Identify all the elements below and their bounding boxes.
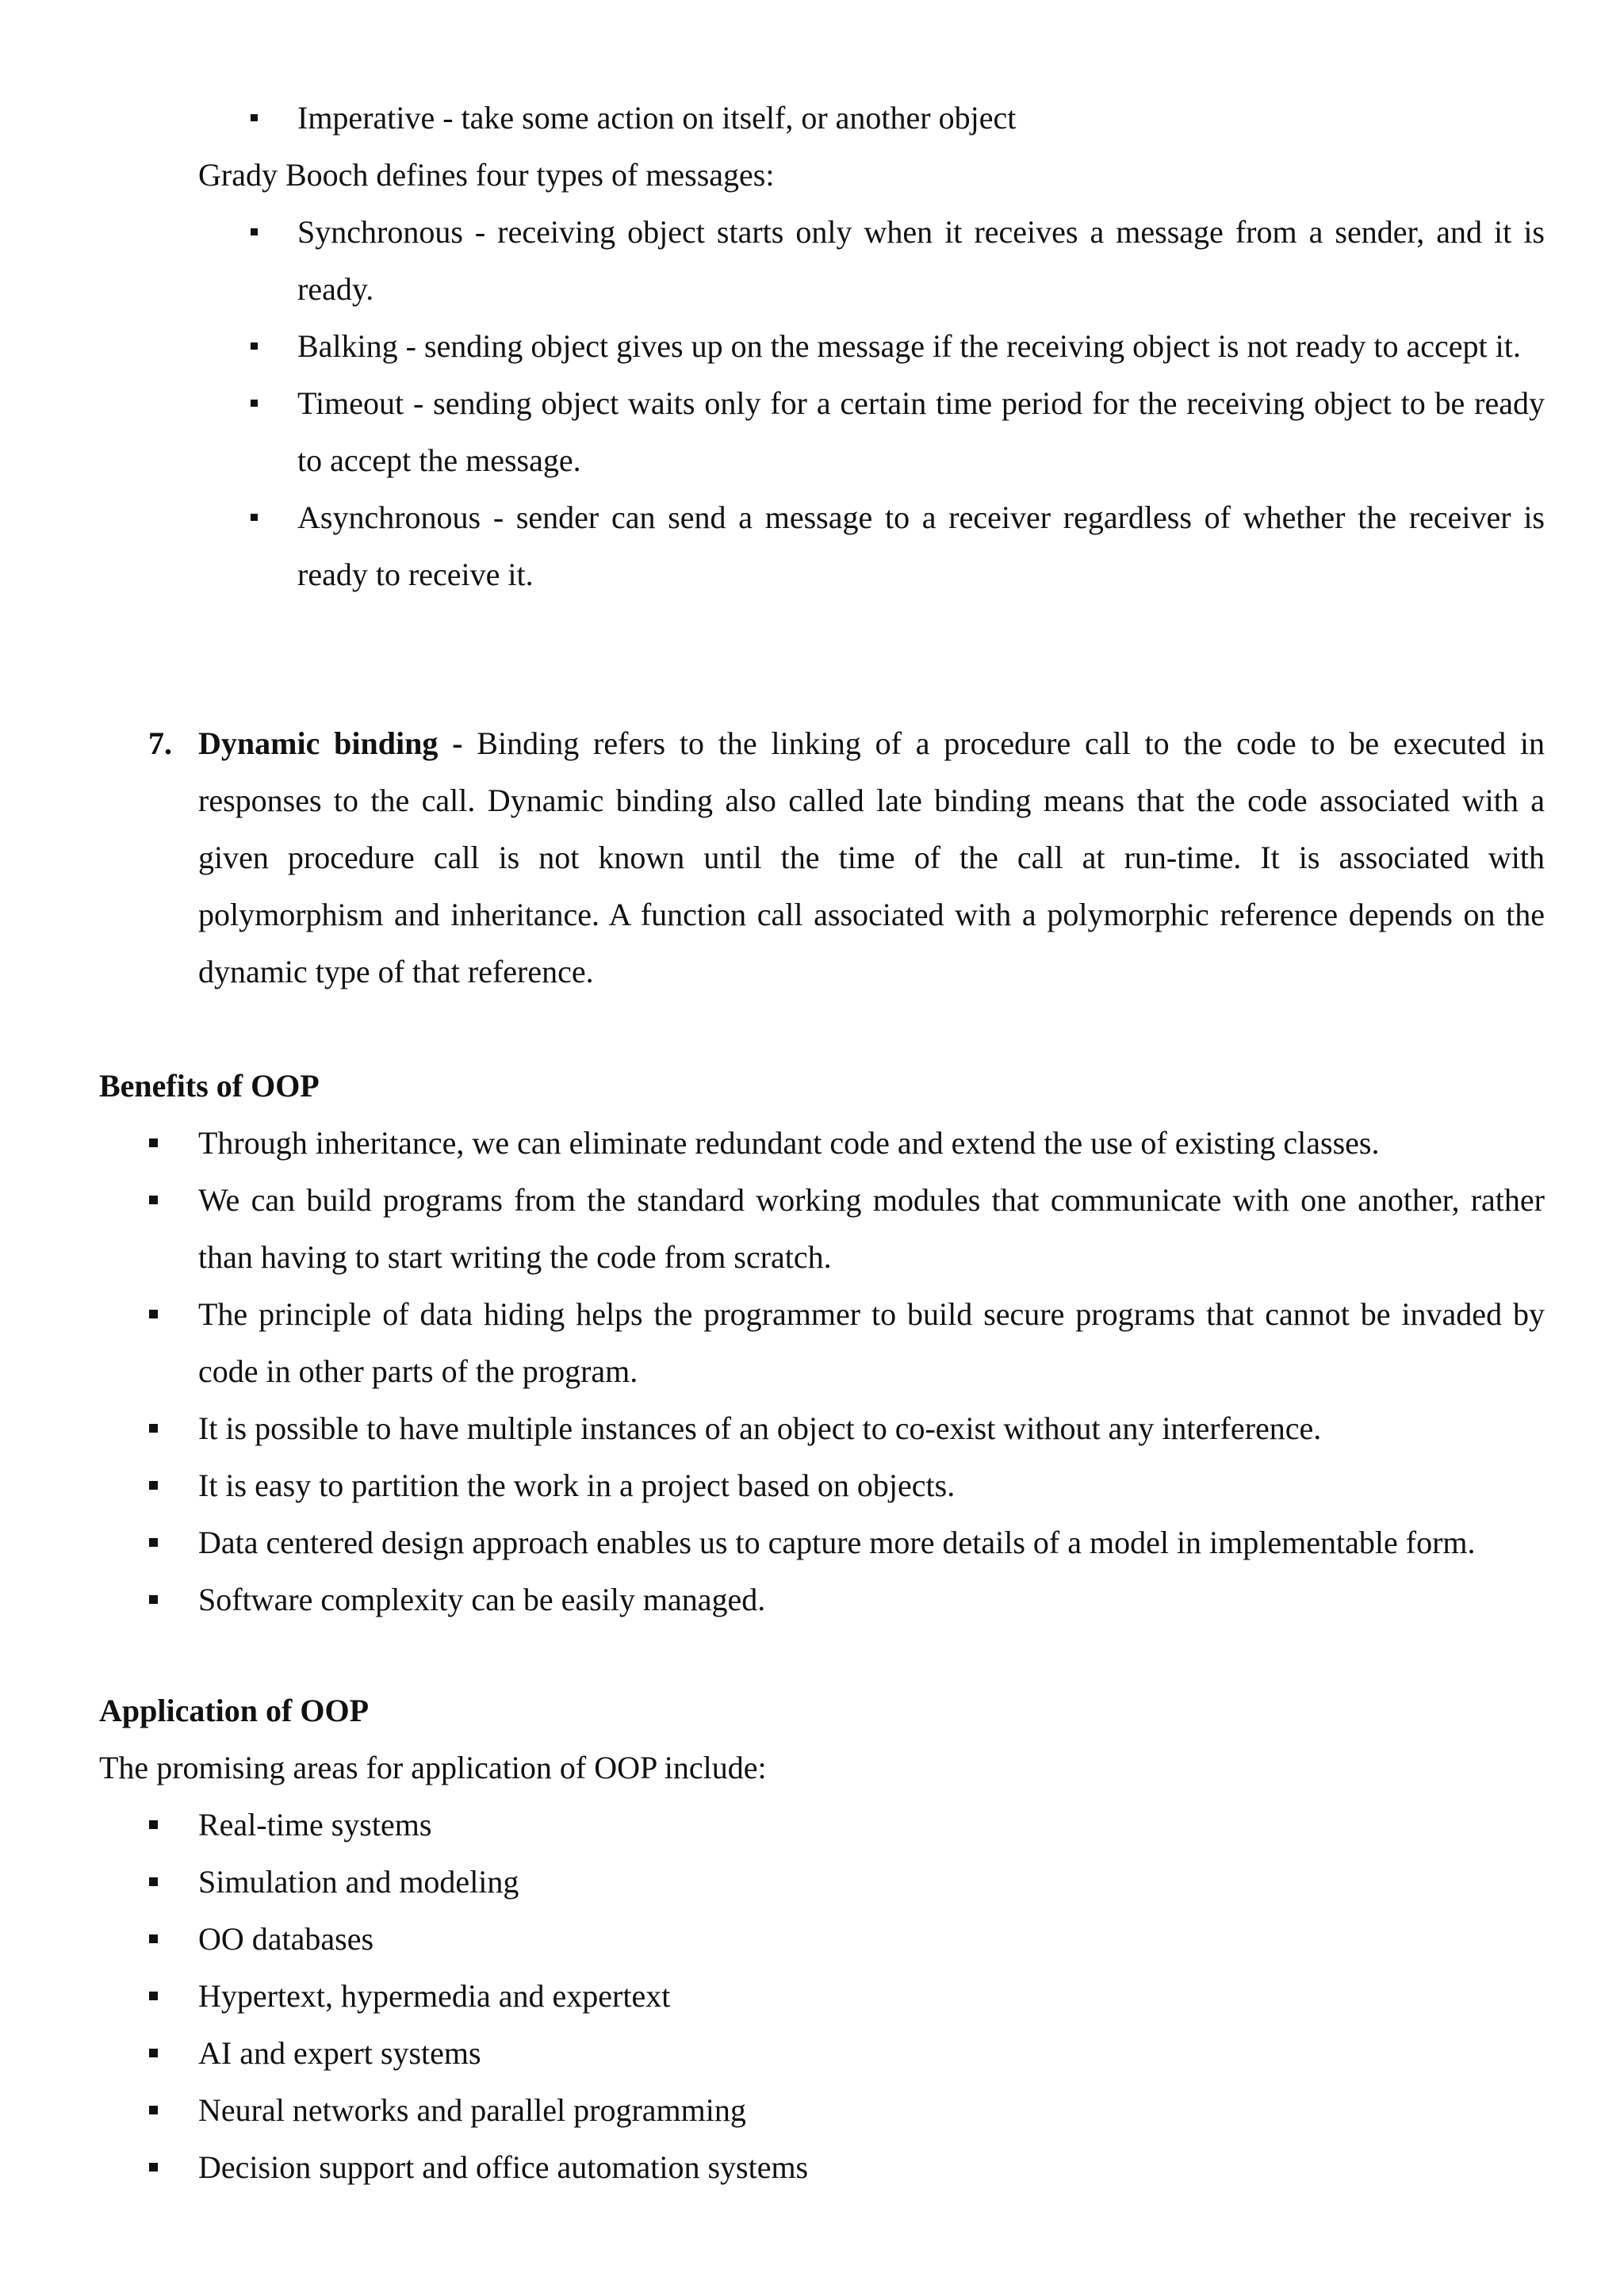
square-bullet-icon bbox=[149, 2106, 158, 2114]
list-item-text: Timeout - sending object waits only for a certain time period for the receiving object to be ready to accept the message. bbox=[297, 385, 1545, 478]
section-heading: Benefits of OOP bbox=[99, 1068, 320, 1104]
list-item-text: Balking - sending object gives up on the message if the receiving object is not ready to accept it. bbox=[297, 328, 1521, 364]
square-bullet-icon bbox=[149, 1877, 158, 1886]
list-item-text: Simulation and modeling bbox=[198, 1864, 519, 1900]
square-bullet-icon bbox=[149, 2049, 158, 2057]
term-label: Dynamic binding - bbox=[198, 725, 463, 761]
list-item bbox=[198, 90, 1545, 147]
benefits-section bbox=[99, 1058, 1545, 1628]
list-item-text: Imperative - take some action on itself, or another object bbox=[297, 100, 1017, 136]
square-bullet-icon bbox=[251, 114, 258, 121]
square-bullet-icon bbox=[251, 342, 258, 350]
list-item-text: Asynchronous - sender can send a message to a receiver regardless of whether the receiver is ready to receive it. bbox=[297, 499, 1545, 592]
list-item-text: The principle of data hiding helps the programmer to build secure programs that cannot be invaded by code in other parts of the program. bbox=[198, 1296, 1545, 1389]
list-item bbox=[99, 2082, 1545, 2139]
list-item-text: OO databases bbox=[198, 1921, 374, 1957]
list-item bbox=[99, 1911, 1545, 1968]
term-definition: Binding refers to the linking of a procedure call to the code to be executed in responses to the call. Dynamic binding also called late binding means that the code associated with a given procedure call is not known until the time of the call at run-time. It is associated with polymorphism and inheritance. A function call associated with a polymorphic reference depends on the dynamic type of that reference. bbox=[198, 725, 1545, 989]
square-bullet-icon bbox=[149, 1538, 158, 1547]
square-bullet-icon bbox=[149, 1310, 158, 1318]
square-bullet-icon bbox=[251, 228, 258, 235]
list-item-text: Through inheritance, we can eliminate redundant code and extend the use of existing classes. bbox=[198, 1125, 1380, 1161]
list-item bbox=[99, 1514, 1545, 1571]
list-item-text: We can build programs from the standard working modules that communicate with one another, rather than having to start writing the code from scratch. bbox=[198, 1182, 1545, 1275]
list-item-text: It is easy to partition the work in a project based on objects. bbox=[198, 1468, 956, 1503]
applications-intro: The promising areas for application of OOP include: bbox=[99, 1750, 767, 1785]
square-bullet-icon bbox=[149, 1934, 158, 1943]
square-bullet-icon bbox=[149, 1138, 158, 1147]
square-bullet-icon bbox=[149, 1196, 158, 1204]
list-item-text: Hypertext, hypermedia and expertext bbox=[198, 1978, 671, 2014]
list-item-text: Decision support and office automation systems bbox=[198, 2149, 809, 2185]
list-item-text: AI and expert systems bbox=[198, 2035, 481, 2071]
message-types-section bbox=[198, 90, 1545, 603]
list-item-text: Neural networks and parallel programming bbox=[198, 2092, 746, 2128]
list-item bbox=[99, 1286, 1545, 1400]
item-number: 7. bbox=[148, 725, 172, 761]
list-item-text: Data centered design approach enables us to capture more details of a model in implementable form. bbox=[198, 1525, 1476, 1560]
square-bullet-icon bbox=[149, 1820, 158, 1829]
list-item bbox=[198, 204, 1545, 318]
list-item bbox=[198, 318, 1545, 375]
list-item bbox=[99, 1115, 1545, 1172]
square-bullet-icon bbox=[149, 1424, 158, 1433]
dynamic-binding-section bbox=[148, 715, 1545, 1001]
square-bullet-icon bbox=[149, 2163, 158, 2172]
square-bullet-icon bbox=[149, 1481, 158, 1490]
list-item bbox=[99, 2139, 1545, 2196]
square-bullet-icon bbox=[149, 1992, 158, 2000]
list-item-text: It is possible to have multiple instances of an object to co-exist without any interference. bbox=[198, 1410, 1322, 1446]
applications-section bbox=[99, 1682, 1545, 2196]
list-item bbox=[198, 375, 1545, 489]
list-item-text: Real-time systems bbox=[198, 1807, 432, 1843]
section-heading: Application of OOP bbox=[99, 1693, 370, 1728]
square-bullet-icon bbox=[251, 514, 258, 521]
square-bullet-icon bbox=[251, 400, 258, 407]
list-item bbox=[99, 1797, 1545, 1854]
numbered-item bbox=[148, 715, 1545, 1001]
list-item bbox=[198, 489, 1545, 603]
list-item-text: Software complexity can be easily managed. bbox=[198, 1582, 766, 1617]
list-item bbox=[99, 2025, 1545, 2082]
list-item bbox=[99, 1968, 1545, 2025]
list-item bbox=[99, 1571, 1545, 1628]
booch-intro: Grady Booch defines four types of messages: bbox=[198, 157, 775, 193]
list-item-text: Synchronous - receiving object starts only when it receives a message from a sender, and it is ready. bbox=[297, 214, 1545, 307]
square-bullet-icon bbox=[149, 1595, 158, 1604]
list-item bbox=[99, 1400, 1545, 1457]
list-item bbox=[99, 1172, 1545, 1286]
list-item bbox=[99, 1854, 1545, 1911]
list-item bbox=[99, 1457, 1545, 1514]
